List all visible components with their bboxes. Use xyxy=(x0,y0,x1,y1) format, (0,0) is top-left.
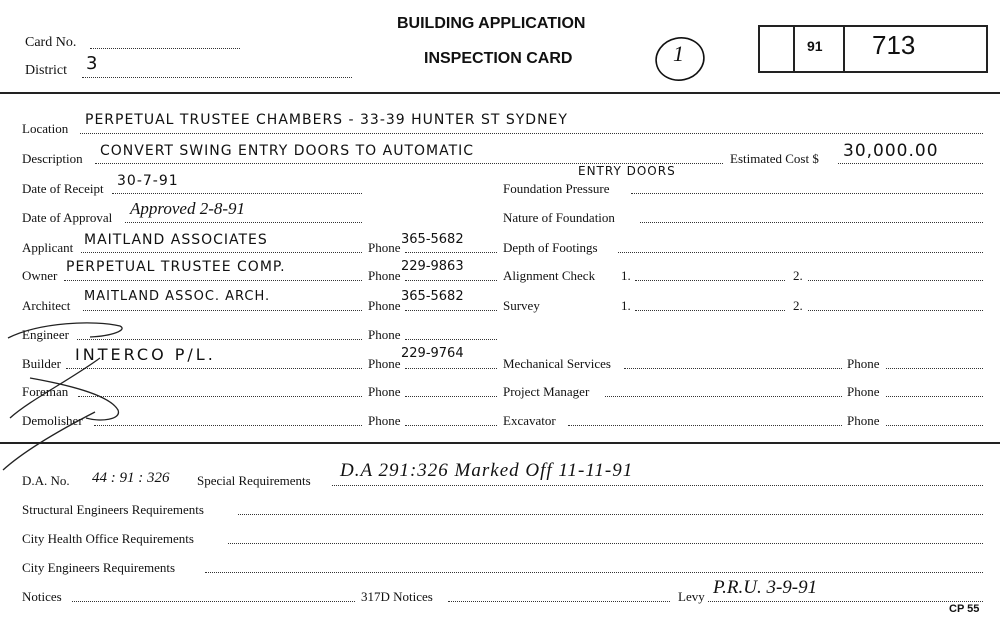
estimated-cost-line xyxy=(838,163,983,164)
applicant-label: Applicant xyxy=(22,240,74,255)
survey-1-label: 1. xyxy=(621,298,631,313)
applicant-phone-value: 365-5682 xyxy=(401,232,464,247)
applicant-phone-label: Phone xyxy=(368,240,401,255)
form-code: CP 55 xyxy=(949,603,980,615)
levy-line xyxy=(708,601,983,602)
notices-line xyxy=(72,601,355,602)
architect-phone-line xyxy=(405,310,497,311)
applicant-value: MAITLAND ASSOCIATES xyxy=(84,232,268,248)
special-requirements-label: Special Requirements xyxy=(197,473,311,488)
date-of-receipt-label: Date of Receipt xyxy=(22,181,104,196)
architect-value: MAITLAND ASSOC. ARCH. xyxy=(84,289,271,304)
applicant-line xyxy=(81,252,362,253)
applicant-phone-line xyxy=(405,252,497,253)
description-label: Description xyxy=(22,151,83,166)
card-no-label: Card No. xyxy=(25,35,77,50)
foundation-pressure-line xyxy=(631,193,983,194)
date-of-receipt-line xyxy=(112,193,362,194)
builder-phone-value: 229-9764 xyxy=(401,346,464,361)
location-value: PERPETUAL TRUSTEE CHAMBERS - 33-39 HUNTER ST SYDNEY xyxy=(85,112,568,128)
nature-of-foundation-label: Nature of Foundation xyxy=(503,210,615,225)
engineer-label: Engineer xyxy=(22,327,69,342)
district-line xyxy=(82,77,352,78)
survey-2-line xyxy=(808,310,983,311)
alignment-check-2-line xyxy=(808,280,983,281)
architect-phone-label: Phone xyxy=(368,298,401,313)
form-title: BUILDING APPLICATION xyxy=(397,15,586,32)
structural-engineers-label: Structural Engineers Requirements xyxy=(22,502,204,517)
city-health-label: City Health Office Requirements xyxy=(22,531,194,546)
notices-317d-label: 317D Notices xyxy=(361,589,433,604)
estimated-cost-value: 30,000.00 xyxy=(843,141,939,161)
card-number-prefix: 91 xyxy=(807,38,823,54)
city-health-line xyxy=(228,543,983,544)
nature-of-foundation-line xyxy=(640,222,983,223)
district-label: District xyxy=(25,63,67,78)
project-manager-line xyxy=(605,396,842,397)
depth-of-footings-label: Depth of Footings xyxy=(503,240,598,255)
demolisher-phone-label: Phone xyxy=(368,413,401,428)
alignment-check-1-label: 1. xyxy=(621,268,631,283)
mechanical-services-line xyxy=(624,368,842,369)
survey-2-label: 2. xyxy=(793,298,803,313)
demolisher-phone-line xyxy=(405,425,497,426)
special-requirements-value: D.A 291:326 Marked Off 11-11-91 xyxy=(340,460,634,481)
engineer-phone-line xyxy=(405,339,497,340)
location-line xyxy=(80,133,983,134)
description-value-2: ENTRY DOORS xyxy=(578,164,676,178)
description-value-1: CONVERT SWING ENTRY DOORS TO AUTOMATIC xyxy=(100,143,475,159)
location-label: Location xyxy=(22,121,69,136)
foundation-pressure-label: Foundation Pressure xyxy=(503,181,610,196)
foreman-phone-label: Phone xyxy=(368,384,401,399)
card-no-line xyxy=(90,48,240,49)
form-subtitle: INSPECTION CARD xyxy=(424,50,573,67)
builder-value: INTERCO P/L. xyxy=(75,345,216,364)
builder-phone-label: Phone xyxy=(368,356,401,371)
notices-317d-line xyxy=(448,601,670,602)
alignment-check-1-line xyxy=(635,280,785,281)
estimated-cost-label: Estimated Cost $ xyxy=(730,151,819,166)
survey-label: Survey xyxy=(503,298,540,313)
strike-marks xyxy=(0,300,150,480)
excavator-phone-label: Phone xyxy=(847,413,880,428)
mechanical-services-phone-line xyxy=(886,368,983,369)
owner-value: PERPETUAL TRUSTEE COMP. xyxy=(66,259,286,275)
project-manager-phone-label: Phone xyxy=(847,384,880,399)
da-no-value: 44 : 91 : 326 xyxy=(92,470,170,486)
notices-label: Notices xyxy=(22,589,62,604)
levy-label: Levy xyxy=(678,589,705,604)
demolisher-label: Demolisher xyxy=(22,413,83,428)
section-rule xyxy=(0,442,1000,444)
survey-1-line xyxy=(635,310,785,311)
date-of-receipt-value: 30-7-91 xyxy=(117,173,179,189)
depth-of-footings-line xyxy=(618,252,983,253)
excavator-phone-line xyxy=(886,425,983,426)
builder-phone-line xyxy=(405,368,497,369)
owner-label: Owner xyxy=(22,268,58,283)
da-no-label: D.A. No. xyxy=(22,473,70,488)
foreman-label: Foreman xyxy=(22,384,69,399)
alignment-check-2-label: 2. xyxy=(793,268,803,283)
project-manager-phone-line xyxy=(886,396,983,397)
mechanical-services-label: Mechanical Services xyxy=(503,356,611,371)
alignment-check-label: Alignment Check xyxy=(503,268,596,283)
owner-phone-label: Phone xyxy=(368,268,401,283)
city-engineers-label: City Engineers Requirements xyxy=(22,560,176,575)
owner-phone-line xyxy=(405,280,497,281)
special-requirements-line xyxy=(332,485,983,486)
header-rule xyxy=(0,92,1000,94)
city-engineers-line xyxy=(205,572,983,573)
owner-phone-value: 229-9863 xyxy=(401,259,464,274)
date-of-approval-line xyxy=(125,222,362,223)
excavator-label: Excavator xyxy=(503,413,556,428)
owner-line xyxy=(64,280,362,281)
structural-engineers-line xyxy=(238,514,983,515)
levy-value: P.R.U. 3-9-91 xyxy=(713,577,818,598)
engineer-phone-label: Phone xyxy=(368,327,401,342)
card-number: 713 xyxy=(872,30,916,60)
architect-label: Architect xyxy=(22,298,71,313)
excavator-line xyxy=(568,425,842,426)
builder-label: Builder xyxy=(22,356,61,371)
date-of-approval-label: Date of Approval xyxy=(22,210,113,225)
mechanical-services-phone-label: Phone xyxy=(847,356,880,371)
architect-phone-value: 365-5682 xyxy=(401,289,464,304)
date-of-approval-value: Approved 2-8-91 xyxy=(130,199,246,218)
project-manager-label: Project Manager xyxy=(503,384,590,399)
circled-number: 1 xyxy=(673,41,684,66)
foreman-phone-line xyxy=(405,396,497,397)
district-value: 3 xyxy=(86,53,99,74)
